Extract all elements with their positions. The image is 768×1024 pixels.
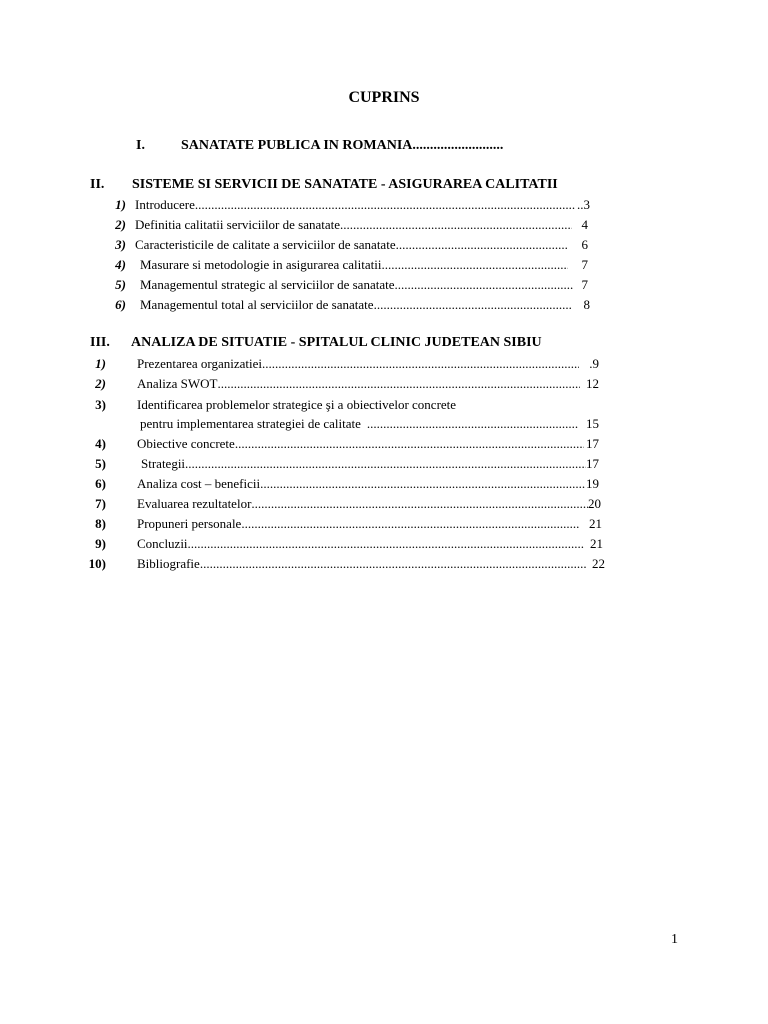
toc-entry bbox=[0, 256, 768, 274]
toc-entry-page: 6 bbox=[581, 237, 588, 252]
toc-entry-label: Introducere bbox=[135, 197, 195, 212]
dot-leader bbox=[367, 415, 578, 433]
toc-entry-page: 12 bbox=[586, 376, 599, 391]
toc-entry-page: 21 bbox=[589, 516, 602, 531]
dot-leader bbox=[382, 256, 568, 274]
dot-leader bbox=[200, 555, 586, 573]
section-2-number: II. bbox=[90, 177, 105, 192]
toc-entry-number: 10) bbox=[88, 556, 106, 571]
toc-entry-label: Bibliografie bbox=[137, 556, 200, 571]
page-number: 1 bbox=[671, 932, 678, 947]
toc-entry-label: Caracteristicile de calitate a serviciilor de sanatate bbox=[135, 237, 396, 252]
dot-leader bbox=[235, 435, 584, 453]
toc-entry-label: Prezentarea organizatiei bbox=[137, 356, 262, 371]
toc-entry-page: ..3 bbox=[577, 197, 590, 212]
toc-entry-label: Managementul total al serviciilor de sanatate bbox=[140, 297, 374, 312]
toc-entry-page: 7 bbox=[581, 277, 588, 292]
toc-entry-number: 5) bbox=[115, 277, 126, 292]
toc-entry-number: 1) bbox=[95, 356, 106, 371]
toc-entry bbox=[0, 535, 768, 553]
toc-entry-number: 2) bbox=[95, 376, 106, 391]
toc-entry-continuation bbox=[0, 415, 768, 433]
dot-leader bbox=[396, 236, 568, 254]
toc-entry-label: pentru implementarea strategiei de calitate bbox=[140, 416, 361, 431]
toc-entry bbox=[0, 296, 768, 314]
toc-entry-page: 17 bbox=[586, 436, 599, 451]
section-1-number: I. bbox=[136, 138, 145, 153]
section-3-title: ANALIZA DE SITUATIE - SPITALUL CLINIC JUDETEAN SIBIU bbox=[131, 335, 542, 350]
toc-entry-page: 19 bbox=[586, 476, 599, 491]
toc-entry-page: 15 bbox=[586, 416, 599, 431]
dot-leader bbox=[251, 495, 588, 513]
toc-entry-page: 17 bbox=[586, 456, 599, 471]
toc-entry bbox=[0, 495, 768, 513]
dot-leader bbox=[260, 475, 586, 493]
toc-entry-number: 3) bbox=[115, 237, 126, 252]
toc-entry-number: 3) bbox=[95, 397, 106, 412]
section-1-title: SANATATE PUBLICA IN ROMANIA.......................... bbox=[181, 138, 504, 153]
dot-leader bbox=[185, 455, 586, 473]
toc-entry bbox=[0, 555, 768, 573]
toc-entry-number: 4) bbox=[95, 436, 106, 451]
toc-entry bbox=[0, 455, 768, 473]
toc-entry bbox=[0, 216, 768, 234]
toc-entry-page: 7 bbox=[581, 257, 588, 272]
dot-leader bbox=[394, 276, 573, 294]
toc-entry-page: 8 bbox=[583, 297, 590, 312]
toc-entry-number: 9) bbox=[95, 536, 106, 551]
toc-entry-label: Obiective concrete bbox=[137, 436, 235, 451]
toc-entry-label: Analiza cost – beneficii bbox=[137, 476, 261, 491]
toc-entry-page: 22 bbox=[592, 556, 605, 571]
toc-entry-number: 2) bbox=[115, 217, 126, 232]
dot-leader bbox=[374, 296, 572, 314]
toc-entry-number: 8) bbox=[95, 516, 106, 531]
toc-entry-label: Strategii bbox=[141, 456, 186, 471]
toc-entry-page: 20 bbox=[588, 496, 601, 511]
toc-entry-label: Managementul strategic al serviciilor de sanatate bbox=[140, 277, 395, 292]
toc-entry-label: Analiza SWOT bbox=[137, 376, 218, 391]
dot-leader bbox=[188, 535, 584, 553]
toc-entry-number: 7) bbox=[95, 496, 106, 511]
toc-entry-label: Evaluarea rezultatelor bbox=[137, 496, 252, 511]
toc-title: CUPRINS bbox=[348, 89, 420, 106]
section-3-number: III. bbox=[90, 335, 110, 350]
toc-entry-label: Definitia calitatii serviciilor de sanatate bbox=[135, 217, 341, 232]
toc-entry-page: 4 bbox=[581, 217, 588, 232]
toc-entry-number: 6) bbox=[115, 297, 126, 312]
dot-leader bbox=[340, 216, 571, 234]
dot-leader bbox=[262, 355, 579, 373]
toc-entry bbox=[0, 276, 768, 294]
toc-entry bbox=[0, 515, 768, 533]
section-2-title: SISTEME SI SERVICII DE SANATATE - ASIGURAREA CALITATII bbox=[132, 177, 558, 192]
dot-leader bbox=[218, 375, 580, 393]
toc-entry-label: Propuneri personale bbox=[137, 516, 242, 531]
toc-entry bbox=[0, 196, 768, 214]
toc-entry-label: Identificarea problemelor strategice şi a obiectivelor concrete bbox=[137, 397, 457, 412]
toc-entry-number: 1) bbox=[115, 197, 126, 212]
toc-entry-number: 6) bbox=[95, 476, 106, 491]
toc-entry bbox=[0, 375, 768, 393]
toc-entry-number: 4) bbox=[115, 257, 126, 272]
toc-entry bbox=[0, 236, 768, 254]
dot-leader bbox=[195, 196, 575, 214]
toc-entry-number: 5) bbox=[95, 456, 106, 471]
toc-entry bbox=[0, 435, 768, 453]
dot-leader bbox=[241, 515, 579, 533]
toc-entry-label: Concluzii bbox=[137, 536, 188, 551]
toc-entry-page: .9 bbox=[589, 356, 599, 371]
toc-entry bbox=[0, 396, 768, 414]
toc-entry-label: Masurare si metodologie in asigurarea calitatii bbox=[140, 257, 382, 272]
toc-entry-page: 21 bbox=[590, 536, 603, 551]
toc-entry bbox=[0, 475, 768, 493]
toc-entry bbox=[0, 355, 768, 373]
